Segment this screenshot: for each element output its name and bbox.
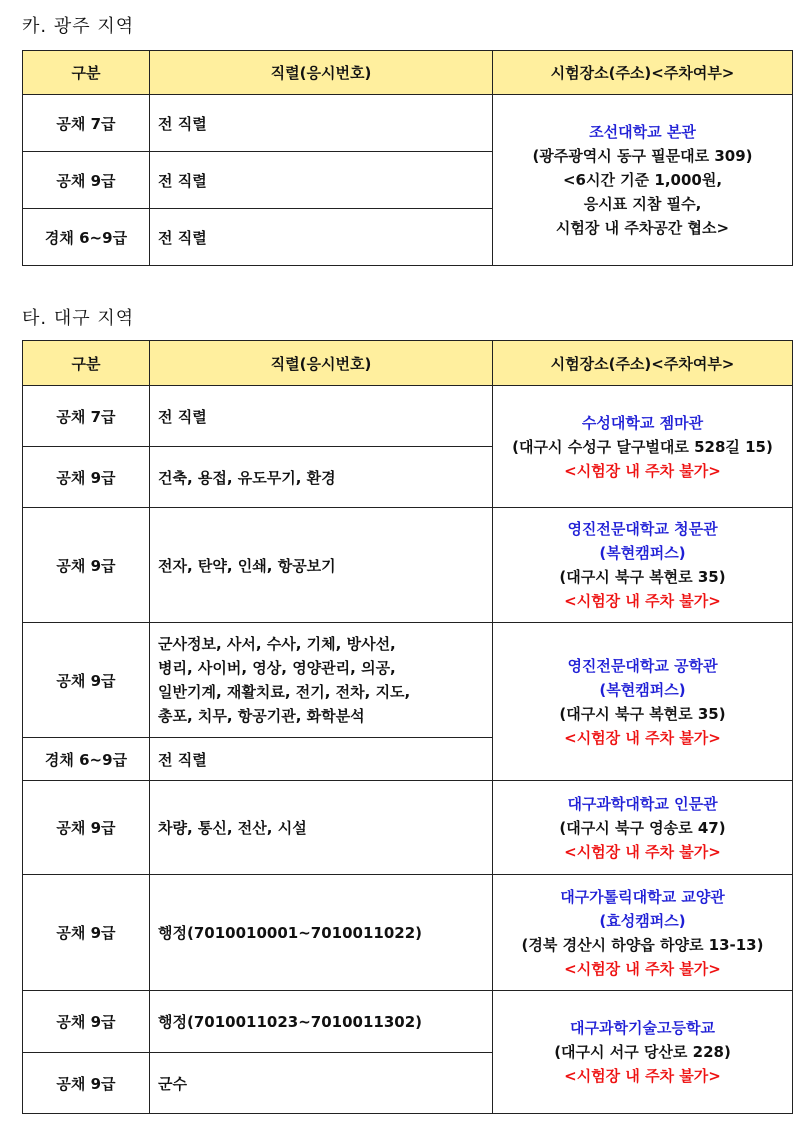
venue-name: 대구과학대학교 인문관 xyxy=(567,794,718,813)
header-series: 직렬(응시번호) xyxy=(150,51,493,95)
venue-parking: 응시표 지참 필수, xyxy=(583,195,702,213)
table-header-row xyxy=(23,51,793,95)
venue-parking: <시험장 내 주차 불가> xyxy=(564,728,721,747)
venue-address: (광주광역시 동구 필문대로 309) xyxy=(532,147,753,165)
table-row xyxy=(23,875,793,991)
row-type: 공채 9급 xyxy=(23,508,150,623)
row-series: 전 직렬 xyxy=(150,152,493,209)
venue-parking: <시험장 내 주차 불가> xyxy=(564,461,721,480)
venue-cell xyxy=(493,781,793,875)
venue-parking: <시험장 내 주차 불가> xyxy=(564,842,721,861)
row-series: 전 직렬 xyxy=(150,386,493,447)
table-row xyxy=(23,781,793,875)
table-row xyxy=(23,991,793,1053)
venue-cell xyxy=(493,386,793,508)
table-row xyxy=(23,95,793,152)
table-row xyxy=(23,386,793,447)
venue-parking: <6시간 기준 1,000원, xyxy=(562,171,723,189)
series-line: 총포, 치무, 항공기관, 화학분석 xyxy=(158,707,365,725)
venue-campus: (효성캠퍼스) xyxy=(599,911,686,930)
series-line: 군사정보, 사서, 수사, 기체, 방사선, xyxy=(158,635,396,653)
table-header-row xyxy=(23,341,793,386)
row-type: 공채 7급 xyxy=(23,95,150,152)
venue-cell xyxy=(493,623,793,781)
daegu-table xyxy=(22,340,793,1114)
header-series: 직렬(응시번호) xyxy=(150,341,493,386)
row-series: 행정(7010011023~7010011302) xyxy=(150,991,493,1053)
venue-address: (대구시 북구 복현로 35) xyxy=(559,704,726,723)
row-series: 군수 xyxy=(150,1053,493,1114)
row-series: 건축, 용접, 유도무기, 환경 xyxy=(150,447,493,508)
row-series xyxy=(150,623,493,738)
row-type: 공채 9급 xyxy=(23,152,150,209)
venue-address: (대구시 서구 당산로 228) xyxy=(554,1043,731,1061)
row-series: 전 직렬 xyxy=(150,95,493,152)
venue-name: 영진전문대학교 공학관 xyxy=(567,656,718,675)
venue-address: (대구시 수성구 달구벌대로 528길 15) xyxy=(512,437,773,456)
venue-address: (대구시 북구 영송로 47) xyxy=(559,818,726,837)
row-series: 전자, 탄약, 인쇄, 항공보기 xyxy=(150,508,493,623)
venue-name: 대구가톨릭대학교 교양관 xyxy=(560,887,725,906)
venue-name: 조선대학교 본관 xyxy=(589,123,696,141)
venue-parking: 시험장 내 주차공간 협소> xyxy=(555,219,730,237)
venue-name: 영진전문대학교 청문관 xyxy=(567,520,718,538)
row-series: 행정(7010010001~7010011022) xyxy=(150,875,493,991)
venue-campus: (복현캠퍼스) xyxy=(599,680,686,699)
row-type: 공채 7급 xyxy=(23,386,150,447)
header-venue: 시험장소(주소)<주차여부> xyxy=(493,341,793,386)
header-venue: 시험장소(주소)<주차여부> xyxy=(493,51,793,95)
section-title-gwangju: 카. 광주 지역 xyxy=(22,16,135,37)
gwangju-table xyxy=(22,50,793,266)
row-type: 공채 9급 xyxy=(23,623,150,738)
venue-name: 수성대학교 젬마관 xyxy=(581,413,704,432)
venue-cell xyxy=(493,991,793,1114)
row-type: 경채 6~9급 xyxy=(23,209,150,266)
row-type: 공채 9급 xyxy=(23,1053,150,1114)
header-category: 구분 xyxy=(23,51,150,95)
header-category: 구분 xyxy=(23,341,150,386)
venue-parking: <시험장 내 주차 불가> xyxy=(564,1067,721,1085)
venue-cell xyxy=(493,95,793,266)
row-series: 전 직렬 xyxy=(150,209,493,266)
venue-campus: (복현캠퍼스) xyxy=(599,544,686,562)
venue-name: 대구과학기술고등학교 xyxy=(570,1019,715,1037)
row-type: 공채 9급 xyxy=(23,447,150,508)
row-series: 차량, 통신, 전산, 시설 xyxy=(150,781,493,875)
table-row xyxy=(23,623,793,738)
row-type: 공채 9급 xyxy=(23,781,150,875)
venue-address: (대구시 북구 복현로 35) xyxy=(559,568,726,586)
series-line: 병리, 사이버, 영상, 영양관리, 의공, xyxy=(158,659,396,677)
venue-cell xyxy=(493,875,793,991)
venue-address: (경북 경산시 하양읍 하양로 13-13) xyxy=(521,935,764,954)
row-type: 공채 9급 xyxy=(23,875,150,991)
section-title-daegu: 타. 대구 지역 xyxy=(22,308,135,329)
table-row xyxy=(23,508,793,623)
row-series: 전 직렬 xyxy=(150,738,493,781)
venue-parking: <시험장 내 주차 불가> xyxy=(564,592,721,610)
series-line: 일반기계, 재활치료, 전기, 전차, 지도, xyxy=(158,683,411,701)
venue-cell xyxy=(493,508,793,623)
row-type: 경채 6~9급 xyxy=(23,738,150,781)
row-type: 공채 9급 xyxy=(23,991,150,1053)
venue-parking: <시험장 내 주차 불가> xyxy=(564,959,721,978)
